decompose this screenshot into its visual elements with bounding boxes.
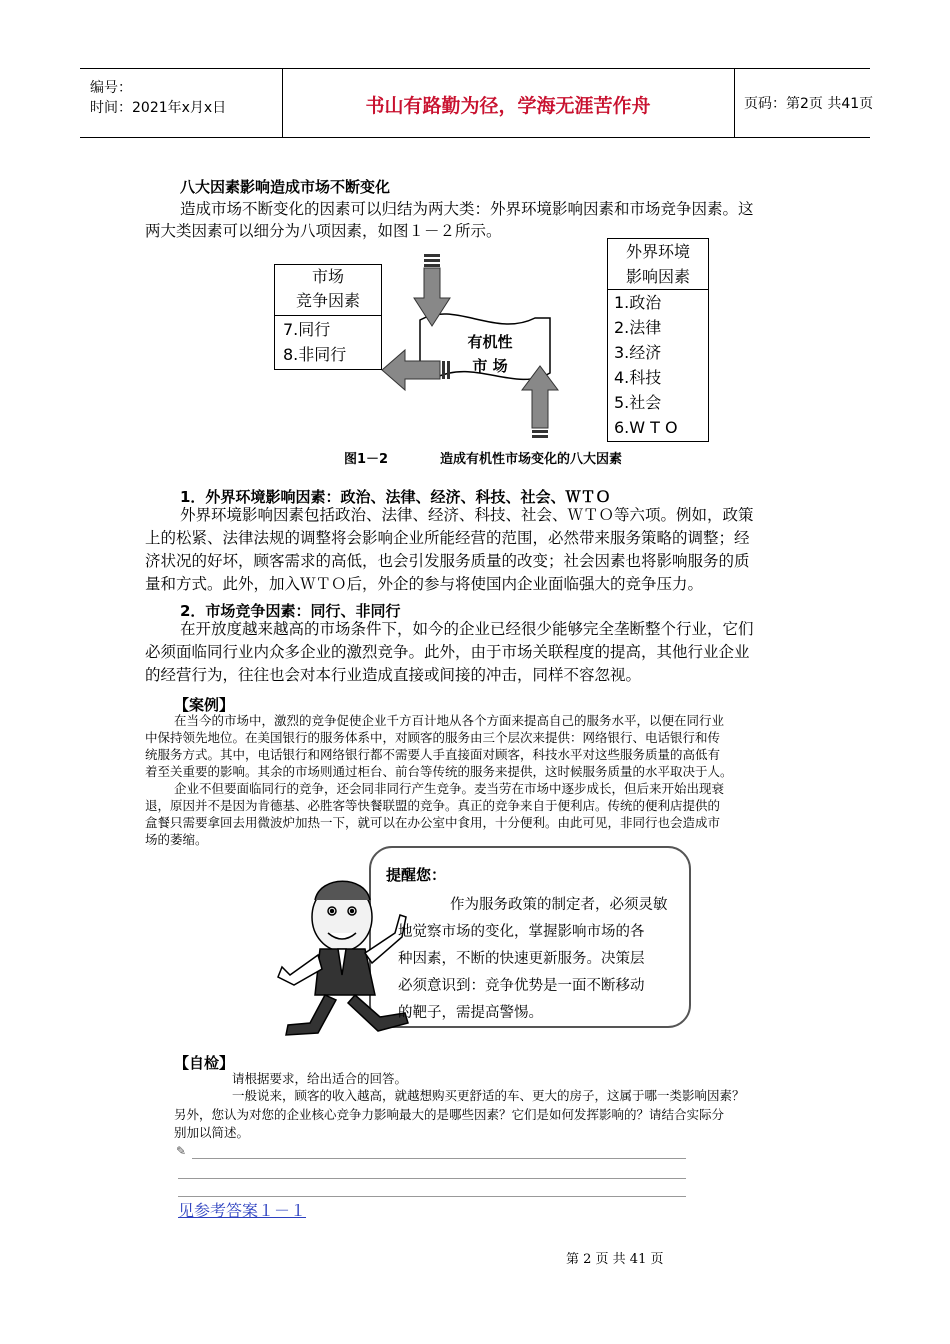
competition-title-line-2: 竞争因素 — [295, 291, 360, 310]
section-2-line-2: 必须面临同行业内众多企业的激烈竞争。此外，由于市场关联程度的提高，其他行业企业 — [145, 643, 750, 661]
market-label-line-1: 有机性 — [467, 333, 513, 351]
section-2-title: 2．市场竞争因素：同行、非同行 — [180, 602, 401, 620]
competition-item-non-peer: 8.非同行 — [283, 345, 347, 364]
figure-caption-text: 造成有机性市场变化的八大因素 — [440, 452, 623, 467]
section-title: 八大因素影响造成市场不断变化 — [180, 178, 391, 196]
competition-item-peer: 7.同行 — [283, 320, 331, 339]
reference-answer-link[interactable]: 见参考答案１－１ — [178, 1201, 307, 1220]
environment-item-wto: 6.W T O — [614, 418, 678, 437]
environment-box-title — [608, 239, 708, 290]
answer-line-1[interactable] — [192, 1158, 686, 1159]
page-footer: 第 2 页 共 41 页 — [566, 1252, 664, 1267]
header-page-cell — [734, 69, 874, 137]
reminder-line-3: 种因素，不断的快速更新服务。决策层 — [398, 951, 645, 967]
selfcheck-line-4: 别加以简述。 — [174, 1125, 250, 1140]
market-label-line-2: 市 场 — [472, 357, 508, 375]
header-motto: 书山有路勤为径，学海无涯苦作舟 — [365, 95, 651, 117]
reminder-line-5: 的靶子，需提高警惕。 — [398, 1005, 543, 1021]
answer-line-3[interactable] — [178, 1196, 686, 1197]
case-line-7: 盒餐只需要拿回去用微波炉加热一下，就可以在办公室中食用，十分便利。由此可见，非同行也会造成市 — [145, 815, 721, 830]
environment-title-line-1: 外界环境 — [625, 242, 690, 261]
page-header — [80, 68, 874, 138]
section-1-line-1: 外界环境影响因素包括政治、法律、经济、科技、社会、ＷＴＯ等六项。例如，政策 — [180, 506, 754, 524]
selfcheck-line-1: 请根据要求，给出适合的回答。 — [232, 1071, 408, 1086]
reminder-title: 提醒您： — [386, 866, 447, 884]
environment-item-society: 5.社会 — [614, 393, 662, 412]
header-date: 时间：2021年x月x日 — [90, 100, 227, 116]
case-line-3: 统服务方式。其中，电话银行和网络银行都不需要人手直接面对顾客，科技水平对这些服务质量的高低有 — [145, 747, 721, 762]
header-page-number: 页码：第2页 共41页 — [744, 96, 874, 112]
case-title: 【案例】 — [174, 696, 235, 714]
figure-diagram — [270, 238, 720, 443]
section-2-line-3: 的经营行为，往往也会对本行业造成直接或间接的冲击，同样不容忽视。 — [145, 666, 642, 684]
section-1-line-2: 上的松紧、法律法规的调整将会影响企业所能经营的范围，必然带来服务策略的调整；经 — [145, 529, 750, 547]
intro-line-2: 两大类因素可以细分为八项因素，如图１－２所示。 — [145, 222, 502, 240]
header-motto-cell — [282, 69, 735, 137]
figure-caption-number: 图1－2 — [344, 452, 389, 467]
case-line-6: 退，原因并不是因为肯德基、必胜客等快餐联盟的竞争。真正的竞争来自于便利店。传统的便利店提供的 — [145, 798, 721, 813]
reminder-line-1: 作为服务政策的制定者，必须灵敏 — [450, 897, 668, 913]
section-1-line-3: 济状况的好坏，顾客需求的高低，也会引发服务质量的改变；社会因素也将影响服务的质 — [145, 552, 750, 570]
selfcheck-line-2: 一般说来，顾客的收入越高，就越想购买更舒适的车、更大的房子，这属于哪一类影响因素？ — [232, 1088, 745, 1103]
section-1-title: 1．外界环境影响因素：政治、法律、经济、科技、社会、ＷＴＯ — [180, 488, 611, 506]
environment-item-economy: 3.经济 — [614, 343, 662, 362]
environment-item-politics: 1.政治 — [614, 293, 662, 312]
case-line-5: 企业不但要面临同行的竞争，还会同非同行产生竞争。麦当劳在市场中逐步成长，但后来开始出现衰 — [174, 781, 725, 796]
section-1-line-4: 量和方式。此外，加入ＷＴＯ后，外企的参与将使国内企业面临强大的竞争压力。 — [145, 575, 704, 593]
pencil-icon: ✎ — [176, 1144, 187, 1158]
competition-title-line-1: 市场 — [311, 267, 344, 286]
case-line-2: 中保持领先地位。在美国银行的服务体系中，对顾客的服务由三个层次来提供：网络银行、电话银行和传 — [145, 730, 721, 745]
header-number: 编号： — [90, 80, 132, 96]
selfcheck-line-3: 另外，您认为对您的企业核心竞争力影响最大的是哪些因素？它们是如何发挥影响的？请结合实际分 — [174, 1107, 725, 1122]
selfcheck-title: 【自检】 — [174, 1054, 235, 1072]
competition-box-title — [275, 265, 381, 316]
environment-item-law: 2.法律 — [614, 318, 662, 337]
competition-factors-box — [274, 264, 382, 370]
reminder-line-4: 必须意识到：竞争优势是一面不断移动 — [398, 978, 645, 994]
case-line-8: 场的萎缩。 — [145, 832, 208, 847]
intro-line-1: 造成市场不断变化的因素可以归结为两大类：外界环境影响因素和市场竞争因素。这 — [180, 200, 754, 218]
market-label — [450, 330, 530, 378]
environment-item-technology: 4.科技 — [614, 368, 662, 387]
reminder-line-2: 地觉察市场的变化，掌握影响市场的各 — [398, 924, 645, 940]
environment-title-line-2: 影响因素 — [625, 267, 690, 286]
case-line-4: 着至关重要的影响。其余的市场则通过柜台、前台等传统的服务来提供，这时候服务质量的水平取决于人。 — [145, 764, 733, 779]
case-line-1: 在当今的市场中，激烈的竞争促使企业千方百计地从各个方面来提高自己的服务水平，以便在同行业 — [174, 713, 725, 728]
answer-line-2[interactable] — [178, 1178, 686, 1179]
section-2-line-1: 在开放度越来越高的市场条件下，如今的企业已经很少能够完全垄断整个行业，它们 — [180, 620, 754, 638]
header-meta-cell — [80, 69, 283, 137]
environment-factors-box — [607, 238, 709, 442]
